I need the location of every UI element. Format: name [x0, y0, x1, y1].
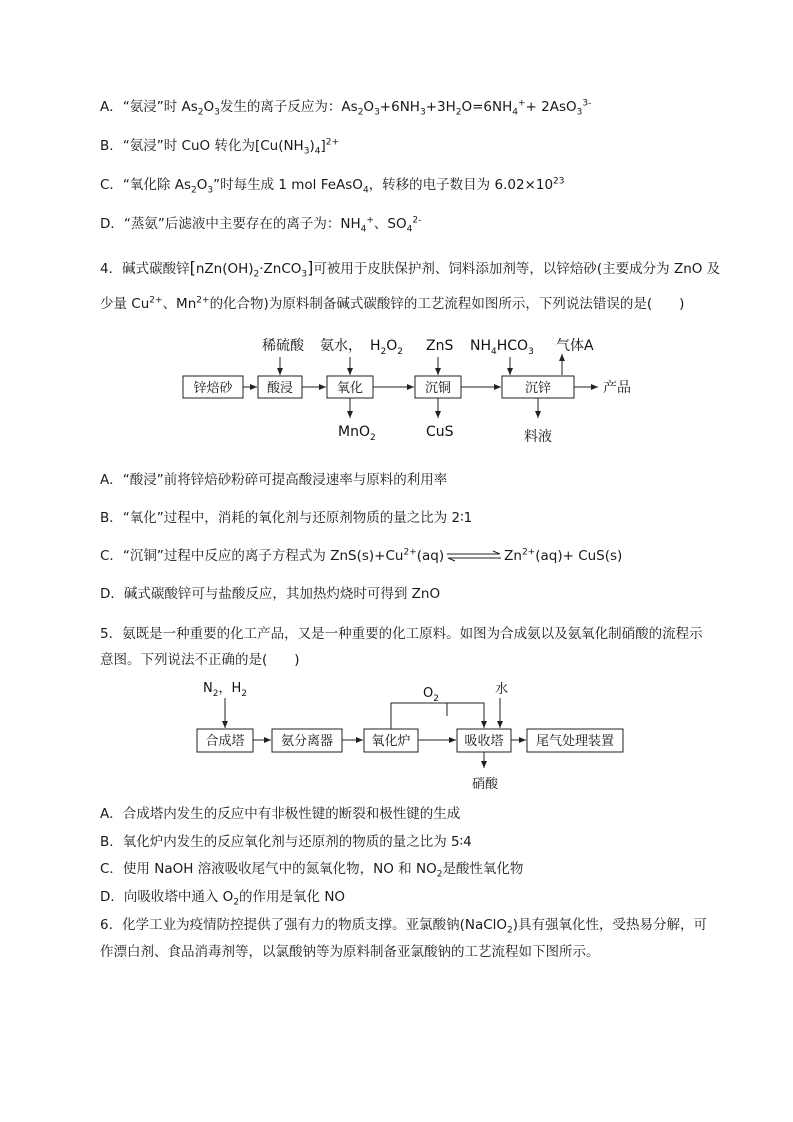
label-dilute-sulfuric-acid: 稀硫酸	[262, 338, 304, 354]
label-feed-liquid: 料液	[524, 429, 552, 445]
q4-option-c: C．“沉铜”过程中反应的离子方程式为 $ZnS(s)+Cu^{2+}(aq)$ $Zn^{2+}(aq)+ CuS(s)$	[100, 547, 623, 564]
box-label-ammonia-separator: 氨分离器	[280, 734, 334, 749]
label-cus: CuS	[426, 424, 454, 440]
q5-option-c: C．使用 NaOH 溶液吸收尾气中的氮氧化物，NO 和 $NO_2$是酸性氧化物	[100, 861, 524, 880]
q5-flow-diagram	[195, 676, 635, 796]
box-label-acid-leach: 酸浸	[266, 381, 294, 396]
q4-flow-diagram	[170, 330, 650, 445]
box-label-synthesis-tower: 合成塔	[205, 734, 245, 749]
box-label-zinc-calcine: 锌焙砂	[193, 381, 233, 396]
box-label-copper-precip: 沉铜	[424, 381, 452, 396]
label-ammonia: 氨水，	[320, 338, 362, 354]
box-label-tail-gas-treatment: 尾气处理装置	[535, 734, 615, 749]
product-label: 产品	[603, 380, 631, 396]
label-o2: $O_2$	[423, 686, 439, 704]
q3-option-d: D．“蒸氨”后滤液中主要存在的离子为：$NH_4^+$、$SO_4^{2-}$	[100, 215, 422, 235]
q4-stem-line1: 4．碱式碳酸锌$[nZn(OH)_2\cdot ZnCO_3]$可被用于皮肤保护剂、饲料添加剂等，以锌焙砂(主要成分为 ZnO 及	[100, 258, 721, 280]
equilibrium-arrow-icon	[445, 550, 503, 562]
q6-stem-line2: 作漂白剂、食品消毒剂等，以氯酸钠等为原料制备亚氯酸钠的工艺流程如下图所示。	[100, 944, 600, 960]
q6-stem-line1: 6．化学工业为疫情防控提供了强有力的物质支撑。亚氯酸钠(NaClO$_2$)具有强氧化性，受热易分解，可	[100, 917, 708, 936]
q3-option-b: B．“氨浸”时 CuO 转化为$[Cu(NH_3)_4]^{2+}$	[100, 137, 340, 157]
label-zns: ZnS	[426, 338, 454, 354]
label-h2o2: $H_2O_2$	[370, 338, 404, 357]
q5-option-a: A．合成塔内发生的反应中有非极性键的断裂和极性键的生成	[100, 806, 461, 822]
box-label-oxidation-furnace: 氧化炉	[371, 734, 411, 749]
label-water: 水	[495, 682, 509, 697]
q5-stem-line2: 意图。下列说法不正确的是( )	[100, 652, 300, 668]
q4-option-b: B．“氧化”过程中，消耗的氧化剂与还原剂物质的量之比为 2∶1	[100, 510, 473, 526]
label-mno2: MnO$_2$	[338, 424, 376, 443]
q3-option-a: A．“氨浸”时 $As_2O_3$发生的离子反应为：$As_2O_3+6NH_3+3H_2O=6NH_4^++ 2AsO_3^{3-}$	[100, 98, 592, 118]
box-label-absorption-tower: 吸收塔	[464, 734, 504, 749]
q5-stem-line1: 5．氨既是一种重要的化工产品，又是一种重要的化工原料。如图为合成氨以及氨氧化制硝酸的流程示	[100, 626, 703, 642]
box-label-oxidation: 氧化	[336, 381, 364, 396]
q4-option-a: A．“酸浸”前将锌焙砂粉碎可提高酸浸速率与原料的利用率	[100, 472, 448, 488]
label-nh4hco3: $NH_4HCO_3$	[470, 338, 534, 357]
q5-option-b: B．氧化炉内发生的反应氧化剂与还原剂的物质的量之比为 5∶4	[100, 834, 472, 850]
label-n2-h2: $N_2$，$H_2$	[203, 681, 247, 699]
q5-option-d: D．向吸收塔中通入 $O_2$的作用是氧化 NO	[100, 889, 346, 908]
q3-option-c: C．“氧化除 $As_2O_3$”时每生成 1 mol FeAsO$_4$，转移的电子数目为 $6.02\times 10^{23}$	[100, 176, 565, 196]
box-label-zinc-precip: 沉锌	[524, 381, 552, 396]
q4-stem-line2: 少量 $Cu^{2+}$、$Mn^{2+}$的化合物)为原料制备碱式碳酸锌的工艺流程如图所示，下列说法错误的是( )	[100, 295, 685, 312]
label-nitric-acid: 硝酸	[472, 777, 499, 792]
label-gas-a: 气体A	[556, 338, 594, 354]
q4-option-d: D．碱式碳酸锌可与盐酸反应，其加热灼烧时可得到 ZnO	[100, 586, 441, 602]
